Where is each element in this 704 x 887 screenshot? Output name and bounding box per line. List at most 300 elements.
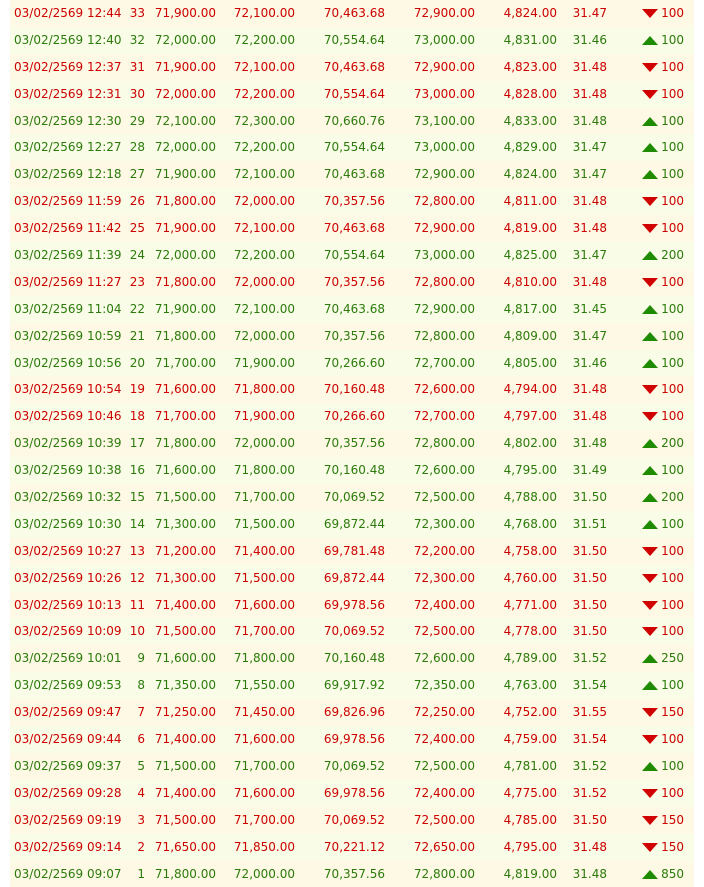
- change-cell: [642, 323, 684, 350]
- change-cell: [642, 134, 684, 161]
- table-row: [10, 538, 694, 565]
- change-cell: [642, 403, 684, 430]
- round-number-cell: 4: [137, 780, 145, 807]
- price-cell-1: 71,200.00: [155, 538, 216, 565]
- exchange-rate-cell: 31.48: [573, 108, 607, 135]
- price-cell-4: 72,200.00: [414, 538, 475, 565]
- datetime-cell: 03/02/2569 10:01: [14, 645, 122, 672]
- price-cell-1: 71,800.00: [155, 269, 216, 296]
- round-number-cell: 20: [130, 350, 145, 377]
- price-cell-2: 71,700.00: [234, 484, 295, 511]
- round-number-cell: 33: [130, 0, 145, 27]
- table-row: [10, 376, 694, 403]
- datetime-cell: 03/02/2569 09:37: [14, 753, 122, 780]
- price-cell-5: 4,810.00: [504, 269, 557, 296]
- change-cell: [642, 54, 684, 81]
- price-cell-4: 72,500.00: [414, 618, 475, 645]
- round-number-cell: 26: [130, 188, 145, 215]
- table-row: [10, 672, 694, 699]
- change-value: 100: [661, 302, 684, 316]
- price-cell-5: 4,789.00: [504, 645, 557, 672]
- table-row: [10, 726, 694, 753]
- round-number-cell: 9: [137, 645, 145, 672]
- round-number-cell: 32: [130, 27, 145, 54]
- change-cell: [642, 645, 684, 672]
- price-cell-1: 72,000.00: [155, 242, 216, 269]
- price-cell-3: 70,069.52: [324, 484, 385, 511]
- price-cell-5: 4,760.00: [504, 565, 557, 592]
- triangle-up-icon: [642, 466, 658, 475]
- round-number-cell: 8: [137, 672, 145, 699]
- round-number-cell: 5: [137, 753, 145, 780]
- price-cell-1: 71,700.00: [155, 350, 216, 377]
- round-number-cell: 28: [130, 134, 145, 161]
- price-cell-5: 4,802.00: [504, 430, 557, 457]
- round-number-cell: 1: [137, 861, 145, 887]
- round-number-cell: 13: [130, 538, 145, 565]
- price-cell-3: 70,357.56: [324, 861, 385, 887]
- exchange-rate-cell: 31.47: [573, 0, 607, 27]
- change-value: 100: [661, 114, 684, 128]
- round-number-cell: 29: [130, 108, 145, 135]
- triangle-up-icon: [642, 681, 658, 690]
- price-cell-2: 71,500.00: [234, 511, 295, 538]
- price-cell-4: 72,400.00: [414, 592, 475, 619]
- change-cell: [642, 27, 684, 54]
- datetime-cell: 03/02/2569 12:44: [14, 0, 122, 27]
- datetime-cell: 03/02/2569 10:56: [14, 350, 122, 377]
- change-cell: [642, 108, 684, 135]
- change-value: 100: [661, 194, 684, 208]
- price-cell-1: 71,800.00: [155, 188, 216, 215]
- exchange-rate-cell: 31.46: [573, 350, 607, 377]
- price-cell-3: 70,463.68: [324, 215, 385, 242]
- exchange-rate-cell: 31.47: [573, 323, 607, 350]
- table-row: [10, 618, 694, 645]
- price-cell-1: 71,800.00: [155, 430, 216, 457]
- datetime-cell: 03/02/2569 10:26: [14, 565, 122, 592]
- price-cell-3: 69,781.48: [324, 538, 385, 565]
- price-cell-5: 4,768.00: [504, 511, 557, 538]
- price-cell-3: 70,554.64: [324, 81, 385, 108]
- datetime-cell: 03/02/2569 09:07: [14, 861, 122, 887]
- price-cell-4: 72,800.00: [414, 269, 475, 296]
- price-cell-4: 73,000.00: [414, 242, 475, 269]
- price-cell-5: 4,775.00: [504, 780, 557, 807]
- price-cell-4: 72,800.00: [414, 430, 475, 457]
- price-cell-2: 72,100.00: [234, 215, 295, 242]
- change-cell: [642, 834, 684, 861]
- change-cell: [642, 726, 684, 753]
- change-value: 100: [661, 571, 684, 585]
- change-cell: [642, 618, 684, 645]
- table-row: [10, 161, 694, 188]
- price-cell-2: 71,850.00: [234, 834, 295, 861]
- round-number-cell: 24: [130, 242, 145, 269]
- change-value: 100: [661, 463, 684, 477]
- price-cell-1: 71,350.00: [155, 672, 216, 699]
- price-cell-4: 72,900.00: [414, 215, 475, 242]
- change-value: 100: [661, 786, 684, 800]
- price-cell-4: 72,900.00: [414, 296, 475, 323]
- change-cell: [642, 269, 684, 296]
- datetime-cell: 03/02/2569 09:53: [14, 672, 122, 699]
- change-value: 100: [661, 140, 684, 154]
- datetime-cell: 03/02/2569 12:27: [14, 134, 122, 161]
- change-cell: [642, 0, 684, 27]
- round-number-cell: 3: [137, 807, 145, 834]
- price-cell-2: 72,200.00: [234, 81, 295, 108]
- datetime-cell: 03/02/2569 10:39: [14, 430, 122, 457]
- table-row: [10, 753, 694, 780]
- change-value: 100: [661, 382, 684, 396]
- price-cell-1: 71,600.00: [155, 645, 216, 672]
- price-cell-2: 71,700.00: [234, 807, 295, 834]
- datetime-cell: 03/02/2569 09:14: [14, 834, 122, 861]
- triangle-down-icon: [642, 224, 658, 233]
- change-cell: [642, 861, 684, 887]
- price-cell-4: 72,500.00: [414, 807, 475, 834]
- datetime-cell: 03/02/2569 12:18: [14, 161, 122, 188]
- price-cell-5: 4,763.00: [504, 672, 557, 699]
- price-cell-4: 72,700.00: [414, 350, 475, 377]
- price-cell-2: 71,500.00: [234, 565, 295, 592]
- price-cell-4: 73,000.00: [414, 81, 475, 108]
- datetime-cell: 03/02/2569 10:54: [14, 376, 122, 403]
- change-value: 200: [661, 490, 684, 504]
- datetime-cell: 03/02/2569 10:38: [14, 457, 122, 484]
- round-number-cell: 17: [130, 430, 145, 457]
- price-cell-3: 70,266.60: [324, 403, 385, 430]
- round-number-cell: 10: [130, 618, 145, 645]
- round-number-cell: 21: [130, 323, 145, 350]
- price-cell-1: 71,800.00: [155, 323, 216, 350]
- exchange-rate-cell: 31.48: [573, 403, 607, 430]
- price-cell-1: 71,300.00: [155, 565, 216, 592]
- price-cell-4: 72,800.00: [414, 188, 475, 215]
- datetime-cell: 03/02/2569 11:39: [14, 242, 122, 269]
- datetime-cell: 03/02/2569 11:27: [14, 269, 122, 296]
- exchange-rate-cell: 31.50: [573, 807, 607, 834]
- price-cell-4: 72,500.00: [414, 484, 475, 511]
- triangle-up-icon: [642, 520, 658, 529]
- exchange-rate-cell: 31.47: [573, 242, 607, 269]
- round-number-cell: 12: [130, 565, 145, 592]
- price-cell-2: 72,000.00: [234, 323, 295, 350]
- table-row: [10, 861, 694, 887]
- change-cell: [642, 188, 684, 215]
- price-cell-5: 4,819.00: [504, 861, 557, 887]
- price-cell-4: 73,000.00: [414, 27, 475, 54]
- price-cell-4: 72,900.00: [414, 54, 475, 81]
- triangle-down-icon: [642, 90, 658, 99]
- triangle-down-icon: [642, 9, 658, 18]
- price-cell-1: 71,900.00: [155, 54, 216, 81]
- round-number-cell: 16: [130, 457, 145, 484]
- change-cell: [642, 161, 684, 188]
- change-value: 100: [661, 329, 684, 343]
- triangle-down-icon: [642, 816, 658, 825]
- price-cell-3: 70,463.68: [324, 0, 385, 27]
- price-cell-2: 71,450.00: [234, 699, 295, 726]
- price-cell-3: 70,554.64: [324, 242, 385, 269]
- price-cell-3: 69,978.56: [324, 726, 385, 753]
- exchange-rate-cell: 31.48: [573, 834, 607, 861]
- change-cell: [642, 242, 684, 269]
- table-row: [10, 350, 694, 377]
- price-cell-5: 4,823.00: [504, 54, 557, 81]
- exchange-rate-cell: 31.52: [573, 780, 607, 807]
- change-value: 200: [661, 248, 684, 262]
- triangle-up-icon: [642, 654, 658, 663]
- datetime-cell: 03/02/2569 12:40: [14, 27, 122, 54]
- change-cell: [642, 511, 684, 538]
- price-cell-4: 72,800.00: [414, 861, 475, 887]
- triangle-up-icon: [642, 170, 658, 179]
- round-number-cell: 23: [130, 269, 145, 296]
- price-cell-4: 72,250.00: [414, 699, 475, 726]
- triangle-up-icon: [642, 305, 658, 314]
- price-cell-4: 72,400.00: [414, 780, 475, 807]
- table-row: [10, 0, 694, 27]
- exchange-rate-cell: 31.54: [573, 672, 607, 699]
- price-cell-1: 72,100.00: [155, 108, 216, 135]
- price-cell-3: 70,463.68: [324, 54, 385, 81]
- price-cell-3: 70,463.68: [324, 161, 385, 188]
- price-cell-3: 69,826.96: [324, 699, 385, 726]
- table-row: [10, 108, 694, 135]
- exchange-rate-cell: 31.48: [573, 215, 607, 242]
- change-cell: [642, 699, 684, 726]
- table-row: [10, 430, 694, 457]
- datetime-cell: 03/02/2569 09:44: [14, 726, 122, 753]
- price-cell-5: 4,809.00: [504, 323, 557, 350]
- price-cell-4: 72,600.00: [414, 457, 475, 484]
- table-row: [10, 645, 694, 672]
- price-cell-3: 70,160.48: [324, 376, 385, 403]
- exchange-rate-cell: 31.54: [573, 726, 607, 753]
- exchange-rate-cell: 31.48: [573, 376, 607, 403]
- price-cell-2: 71,600.00: [234, 592, 295, 619]
- price-cell-5: 4,752.00: [504, 699, 557, 726]
- change-cell: [642, 350, 684, 377]
- price-cell-2: 71,700.00: [234, 753, 295, 780]
- triangle-up-icon: [642, 332, 658, 341]
- change-value: 100: [661, 759, 684, 773]
- round-number-cell: 19: [130, 376, 145, 403]
- price-cell-2: 72,100.00: [234, 0, 295, 27]
- price-cell-2: 72,200.00: [234, 27, 295, 54]
- exchange-rate-cell: 31.52: [573, 645, 607, 672]
- table-row: [10, 242, 694, 269]
- price-cell-1: 71,400.00: [155, 592, 216, 619]
- change-cell: [642, 457, 684, 484]
- price-cell-2: 71,900.00: [234, 350, 295, 377]
- table-row: [10, 269, 694, 296]
- triangle-down-icon: [642, 789, 658, 798]
- round-number-cell: 22: [130, 296, 145, 323]
- price-cell-2: 72,200.00: [234, 242, 295, 269]
- price-cell-2: 72,100.00: [234, 161, 295, 188]
- price-cell-1: 71,300.00: [155, 511, 216, 538]
- change-value: 100: [661, 87, 684, 101]
- change-value: 150: [661, 813, 684, 827]
- table-row: [10, 215, 694, 242]
- exchange-rate-cell: 31.45: [573, 296, 607, 323]
- change-value: 100: [661, 544, 684, 558]
- triangle-down-icon: [642, 278, 658, 287]
- price-cell-3: 70,266.60: [324, 350, 385, 377]
- price-cell-3: 70,554.64: [324, 134, 385, 161]
- price-cell-5: 4,825.00: [504, 242, 557, 269]
- exchange-rate-cell: 31.50: [573, 618, 607, 645]
- exchange-rate-cell: 31.55: [573, 699, 607, 726]
- price-cell-1: 71,500.00: [155, 807, 216, 834]
- table-row: [10, 323, 694, 350]
- change-cell: [642, 430, 684, 457]
- price-cell-3: 70,069.52: [324, 618, 385, 645]
- change-cell: [642, 780, 684, 807]
- change-cell: [642, 807, 684, 834]
- datetime-cell: 03/02/2569 10:13: [14, 592, 122, 619]
- triangle-up-icon: [642, 493, 658, 502]
- price-cell-5: 4,824.00: [504, 161, 557, 188]
- table-row: [10, 81, 694, 108]
- exchange-rate-cell: 31.48: [573, 430, 607, 457]
- table-row: [10, 188, 694, 215]
- change-cell: [642, 484, 684, 511]
- change-value: 100: [661, 167, 684, 181]
- exchange-rate-cell: 31.47: [573, 134, 607, 161]
- price-cell-2: 72,100.00: [234, 296, 295, 323]
- price-cell-2: 72,000.00: [234, 269, 295, 296]
- price-cell-2: 71,550.00: [234, 672, 295, 699]
- price-cell-1: 71,250.00: [155, 699, 216, 726]
- price-cell-3: 70,069.52: [324, 807, 385, 834]
- change-value: 100: [661, 6, 684, 20]
- datetime-cell: 03/02/2569 10:30: [14, 511, 122, 538]
- datetime-cell: 03/02/2569 10:27: [14, 538, 122, 565]
- price-cell-1: 71,500.00: [155, 753, 216, 780]
- change-cell: [642, 672, 684, 699]
- price-cell-3: 70,069.52: [324, 753, 385, 780]
- price-cell-5: 4,758.00: [504, 538, 557, 565]
- triangle-down-icon: [642, 627, 658, 636]
- table-row: [10, 807, 694, 834]
- datetime-cell: 03/02/2569 12:37: [14, 54, 122, 81]
- round-number-cell: 18: [130, 403, 145, 430]
- price-cell-3: 70,463.68: [324, 296, 385, 323]
- triangle-down-icon: [642, 601, 658, 610]
- datetime-cell: 03/02/2569 09:19: [14, 807, 122, 834]
- price-cell-2: 71,800.00: [234, 376, 295, 403]
- price-cell-1: 71,600.00: [155, 457, 216, 484]
- round-number-cell: 7: [137, 699, 145, 726]
- exchange-rate-cell: 31.47: [573, 161, 607, 188]
- change-cell: [642, 753, 684, 780]
- price-cell-1: 71,400.00: [155, 726, 216, 753]
- price-cell-5: 4,819.00: [504, 215, 557, 242]
- price-cell-1: 71,650.00: [155, 834, 216, 861]
- price-cell-4: 72,600.00: [414, 376, 475, 403]
- table-row: [10, 699, 694, 726]
- price-cell-4: 72,900.00: [414, 161, 475, 188]
- gold-price-history-table: [10, 0, 694, 887]
- price-cell-5: 4,771.00: [504, 592, 557, 619]
- triangle-up-icon: [642, 870, 658, 879]
- price-cell-5: 4,817.00: [504, 296, 557, 323]
- change-cell: [642, 592, 684, 619]
- price-cell-4: 72,900.00: [414, 0, 475, 27]
- round-number-cell: 30: [130, 81, 145, 108]
- change-value: 100: [661, 60, 684, 74]
- price-cell-1: 71,900.00: [155, 0, 216, 27]
- price-cell-1: 71,700.00: [155, 403, 216, 430]
- price-cell-3: 69,978.56: [324, 780, 385, 807]
- table-row: [10, 296, 694, 323]
- triangle-down-icon: [642, 412, 658, 421]
- change-value: 100: [661, 517, 684, 531]
- change-cell: [642, 565, 684, 592]
- price-cell-5: 4,811.00: [504, 188, 557, 215]
- price-cell-4: 73,100.00: [414, 108, 475, 135]
- price-cell-3: 70,660.76: [324, 108, 385, 135]
- triangle-down-icon: [642, 735, 658, 744]
- table-row: [10, 457, 694, 484]
- change-value: 200: [661, 436, 684, 450]
- price-cell-1: 71,500.00: [155, 618, 216, 645]
- datetime-cell: 03/02/2569 11:59: [14, 188, 122, 215]
- price-cell-2: 71,600.00: [234, 726, 295, 753]
- price-cell-1: 72,000.00: [155, 27, 216, 54]
- exchange-rate-cell: 31.48: [573, 188, 607, 215]
- price-cell-5: 4,794.00: [504, 376, 557, 403]
- price-cell-1: 71,900.00: [155, 296, 216, 323]
- exchange-rate-cell: 31.49: [573, 457, 607, 484]
- price-cell-5: 4,828.00: [504, 81, 557, 108]
- triangle-down-icon: [642, 708, 658, 717]
- change-value: 250: [661, 651, 684, 665]
- triangle-up-icon: [642, 359, 658, 368]
- round-number-cell: 25: [130, 215, 145, 242]
- table-row: [10, 403, 694, 430]
- round-number-cell: 14: [130, 511, 145, 538]
- change-value: 100: [661, 598, 684, 612]
- round-number-cell: 6: [137, 726, 145, 753]
- datetime-cell: 03/02/2569 09:47: [14, 699, 122, 726]
- price-cell-4: 72,400.00: [414, 726, 475, 753]
- price-cell-1: 71,400.00: [155, 780, 216, 807]
- price-cell-3: 70,357.56: [324, 323, 385, 350]
- round-number-cell: 31: [130, 54, 145, 81]
- price-cell-3: 69,917.92: [324, 672, 385, 699]
- price-cell-2: 71,900.00: [234, 403, 295, 430]
- triangle-up-icon: [642, 762, 658, 771]
- table-row: [10, 565, 694, 592]
- price-cell-5: 4,795.00: [504, 457, 557, 484]
- change-cell: [642, 376, 684, 403]
- change-cell: [642, 538, 684, 565]
- datetime-cell: 03/02/2569 10:59: [14, 323, 122, 350]
- round-number-cell: 15: [130, 484, 145, 511]
- change-value: 100: [661, 678, 684, 692]
- table-row: [10, 54, 694, 81]
- round-number-cell: 27: [130, 161, 145, 188]
- price-cell-1: 71,900.00: [155, 215, 216, 242]
- price-cell-3: 69,872.44: [324, 511, 385, 538]
- price-cell-1: 71,800.00: [155, 861, 216, 887]
- table-row: [10, 834, 694, 861]
